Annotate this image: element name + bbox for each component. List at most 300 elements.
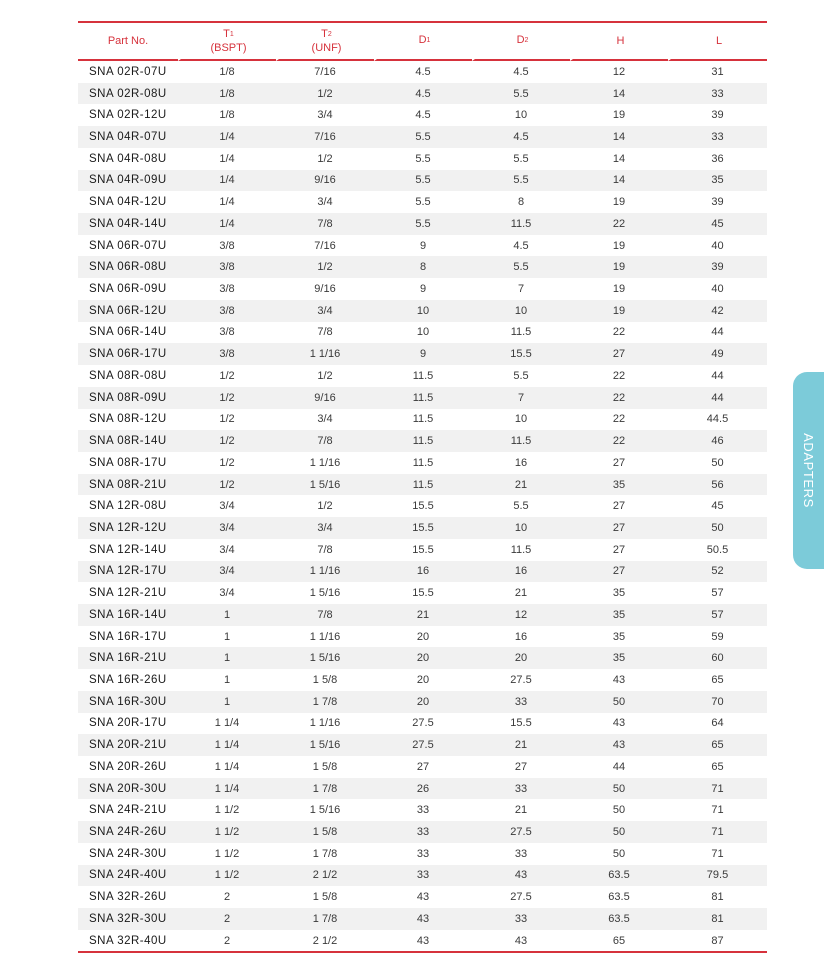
cell-h: 50 xyxy=(570,691,668,713)
cell-t1: 2 xyxy=(223,891,231,904)
table-row xyxy=(78,799,767,821)
cell-d2: 4.5 xyxy=(513,239,529,252)
cell-l: 44 xyxy=(711,326,724,339)
cell-d1: 16 xyxy=(374,561,472,583)
cell-t2: 3/4 xyxy=(276,300,374,322)
cell-h: 50 xyxy=(612,804,626,817)
cell-part-no: SNA 04R-14U xyxy=(78,213,178,235)
table-row xyxy=(78,170,767,192)
cell-t1: 1/8 xyxy=(178,83,276,105)
cell-t2: 3/4 xyxy=(276,517,374,539)
cell-d1: 20 xyxy=(374,647,472,669)
cell-d1: 33 xyxy=(374,821,472,843)
cell-d1: 11.5 xyxy=(412,369,434,382)
cell-d2: 15.5 xyxy=(510,717,532,730)
cell-t1: 2 xyxy=(223,934,231,947)
cell-h: 19 xyxy=(612,283,626,296)
cell-d2: 4.5 xyxy=(472,126,570,148)
cell-d1: 26 xyxy=(374,778,472,800)
col-header-h: H xyxy=(570,23,668,61)
section-side-tab[interactable] xyxy=(793,372,824,569)
cell-d1: 11.5 xyxy=(412,456,434,469)
cell-l: 44 xyxy=(668,387,767,409)
cell-part-no: SNA 06R-14U xyxy=(89,326,167,339)
cell-l: 81 xyxy=(711,891,724,904)
cell-t2: 3/4 xyxy=(317,109,333,122)
cell-l: 81 xyxy=(668,908,767,930)
cell-part-no: SNA 08R-14U xyxy=(78,430,178,452)
cell-l: 59 xyxy=(711,630,724,643)
cell-d2: 11.5 xyxy=(510,326,532,339)
table-row xyxy=(78,213,767,235)
cell-d1: 43 xyxy=(416,891,430,904)
cell-t1: 1 xyxy=(178,604,276,626)
cell-h: 19 xyxy=(612,196,626,209)
cell-t2: 9/16 xyxy=(276,170,374,192)
cell-part-no: SNA 12R-21U xyxy=(89,587,167,600)
cell-l: 56 xyxy=(668,474,767,496)
cell-t1: 1 xyxy=(178,647,276,669)
cell-d2: 5.5 xyxy=(472,83,570,105)
table-row xyxy=(78,908,767,930)
cell-h: 35 xyxy=(612,630,626,643)
cell-d1: 15.5 xyxy=(374,517,472,539)
cell-part-no: SNA 12R-17U xyxy=(78,561,178,583)
cell-t1: 2 xyxy=(178,908,276,930)
cell-d2: 21 xyxy=(472,474,570,496)
cell-l: 87 xyxy=(711,934,724,947)
cell-t2: 7/8 xyxy=(276,430,374,452)
cell-part-no: SNA 12R-14U xyxy=(89,543,167,556)
cell-d2: 5.5 xyxy=(513,152,529,165)
cell-d2: 10 xyxy=(472,300,570,322)
table-row xyxy=(78,691,767,713)
cell-part-no: SNA 08R-17U xyxy=(89,456,167,469)
cell-t1: 1 1/4 xyxy=(214,717,240,730)
cell-d1: 5.5 xyxy=(415,196,431,209)
cell-t2: 1 1/16 xyxy=(309,456,341,469)
table-row xyxy=(78,322,767,344)
cell-d2: 27 xyxy=(514,760,528,773)
cell-l: 71 xyxy=(668,778,767,800)
cell-t2: 1 1/16 xyxy=(309,717,341,730)
cell-part-no: SNA 24R-30U xyxy=(89,847,167,860)
cell-h: 43 xyxy=(570,734,668,756)
cell-t2: 7/16 xyxy=(314,239,336,252)
cell-d2: 43 xyxy=(472,865,570,887)
cell-h: 50 xyxy=(570,778,668,800)
cell-h: 35 xyxy=(612,587,626,600)
cell-l: 57 xyxy=(711,587,724,600)
cell-l: 71 xyxy=(711,847,724,860)
cell-h: 19 xyxy=(612,109,626,122)
cell-t1: 3/8 xyxy=(219,283,235,296)
cell-t2: 1 5/8 xyxy=(312,891,338,904)
cell-d1: 33 xyxy=(416,847,430,860)
cell-t2: 1 7/8 xyxy=(276,691,374,713)
cell-part-no: SNA 06R-12U xyxy=(78,300,178,322)
cell-t1: 3/8 xyxy=(178,256,276,278)
cell-d1: 8 xyxy=(374,256,472,278)
cell-d2: 12 xyxy=(472,604,570,626)
table-row xyxy=(78,365,767,387)
cell-part-no: SNA 16R-30U xyxy=(78,691,178,713)
table-row xyxy=(78,235,767,257)
table-row xyxy=(78,930,767,952)
cell-part-no: SNA 06R-07U xyxy=(89,239,167,252)
cell-part-no: SNA 32R-40U xyxy=(89,934,167,947)
cell-l: 46 xyxy=(668,430,767,452)
cell-t1: 1 xyxy=(223,673,231,686)
cell-h: 27 xyxy=(570,517,668,539)
cell-d2: 7 xyxy=(472,387,570,409)
table-row xyxy=(78,452,767,474)
cell-t1: 3/4 xyxy=(178,561,276,583)
cell-part-no: SNA 04R-07U xyxy=(78,126,178,148)
cell-t2: 7/8 xyxy=(276,604,374,626)
cell-part-no: SNA 20R-26U xyxy=(89,760,167,773)
cell-d1: 20 xyxy=(416,673,430,686)
cell-d1: 11.5 xyxy=(412,413,434,426)
cell-t1: 1 1/4 xyxy=(178,778,276,800)
table-row xyxy=(78,495,767,517)
table-row xyxy=(78,300,767,322)
cell-l: 65 xyxy=(711,673,724,686)
cell-d2: 20 xyxy=(472,647,570,669)
cell-t2: 1 7/8 xyxy=(312,847,338,860)
cell-d1: 11.5 xyxy=(374,430,472,452)
table-row xyxy=(78,865,767,887)
col-header-part-no: Part No. xyxy=(78,23,178,61)
cell-t1: 1 1/2 xyxy=(178,865,276,887)
cell-part-no: SNA 12R-12U xyxy=(78,517,178,539)
table-row xyxy=(78,626,767,648)
cell-l: 49 xyxy=(668,343,767,365)
cell-t1: 1/2 xyxy=(178,430,276,452)
cell-l: 40 xyxy=(711,239,724,252)
cell-h: 35 xyxy=(570,474,668,496)
cell-l: 65 xyxy=(668,734,767,756)
cell-h: 44 xyxy=(612,760,626,773)
cell-h: 27 xyxy=(612,543,626,556)
cell-h: 12 xyxy=(612,65,626,78)
cell-d1: 33 xyxy=(416,804,430,817)
cell-d1: 33 xyxy=(374,865,472,887)
cell-t1: 1 1/4 xyxy=(214,760,240,773)
table-row xyxy=(78,713,767,735)
cell-d1: 15.5 xyxy=(412,500,434,513)
cell-part-no: SNA 24R-40U xyxy=(78,865,178,887)
cell-l: 40 xyxy=(711,283,724,296)
cell-t2: 1/2 xyxy=(276,256,374,278)
cell-l: 70 xyxy=(668,691,767,713)
cell-t2: 1 1/16 xyxy=(309,630,341,643)
cell-part-no: SNA 04R-12U xyxy=(89,196,167,209)
cell-t2: 1/2 xyxy=(317,152,333,165)
cell-d2: 33 xyxy=(514,847,528,860)
cell-part-no: SNA 08R-09U xyxy=(78,387,178,409)
cell-t1: 3/8 xyxy=(178,300,276,322)
cell-d1: 4.5 xyxy=(374,83,472,105)
table-row xyxy=(78,343,767,365)
cell-t2: 1 5/8 xyxy=(312,673,338,686)
cell-h: 50 xyxy=(612,847,626,860)
table-row xyxy=(78,126,767,148)
cell-d1: 43 xyxy=(374,908,472,930)
col-header-t2: $T_2$ (UNF) xyxy=(276,23,374,61)
cell-d1: 5.5 xyxy=(374,170,472,192)
cell-l: 79.5 xyxy=(668,865,767,887)
table-row xyxy=(78,517,767,539)
table-row xyxy=(78,582,767,604)
cell-h: 50 xyxy=(570,821,668,843)
adapter-spec-table-container xyxy=(78,21,767,953)
cell-t1: 3/4 xyxy=(219,543,235,556)
cell-h: 63.5 xyxy=(570,865,668,887)
cell-h: 22 xyxy=(612,413,626,426)
cell-h: 14 xyxy=(612,152,626,165)
cell-t2: 1/2 xyxy=(317,369,333,382)
cell-t2: 1/2 xyxy=(276,83,374,105)
cell-h: 27 xyxy=(612,456,626,469)
cell-h: 35 xyxy=(570,647,668,669)
table-row xyxy=(78,821,767,843)
cell-h: 14 xyxy=(570,83,668,105)
cell-t2: 2 1/2 xyxy=(276,865,374,887)
cell-d1: 10 xyxy=(416,326,430,339)
cell-d2: 5.5 xyxy=(513,500,529,513)
cell-d2: 5.5 xyxy=(513,369,529,382)
cell-d2: 11.5 xyxy=(510,543,532,556)
cell-d2: 43 xyxy=(514,934,528,947)
cell-t2: 2 1/2 xyxy=(312,934,338,947)
table-bottom-rule xyxy=(78,951,767,953)
cell-d2: 11.5 xyxy=(472,430,570,452)
table-row xyxy=(78,104,767,126)
cell-t2: 7/8 xyxy=(317,543,333,556)
cell-t1: 1 xyxy=(223,630,231,643)
cell-t2: 1 5/16 xyxy=(276,474,374,496)
cell-l: 71 xyxy=(668,821,767,843)
cell-h: 14 xyxy=(570,170,668,192)
cell-t2: 1 5/16 xyxy=(276,647,374,669)
cell-part-no: SNA 32R-26U xyxy=(89,891,167,904)
cell-h: 22 xyxy=(570,387,668,409)
cell-part-no: SNA 20R-30U xyxy=(78,778,178,800)
cell-d1: 9 xyxy=(374,343,472,365)
cell-h: 63.5 xyxy=(608,891,630,904)
cell-l: 57 xyxy=(668,604,767,626)
cell-part-no: SNA 04R-08U xyxy=(89,152,167,165)
table-row xyxy=(78,191,767,213)
table-row xyxy=(78,604,767,626)
cell-d1: 27.5 xyxy=(412,717,434,730)
cell-part-no: SNA 32R-30U xyxy=(78,908,178,930)
cell-d1: 9 xyxy=(419,239,427,252)
cell-d1: 4.5 xyxy=(415,65,431,78)
table-row xyxy=(78,778,767,800)
table-row xyxy=(78,734,767,756)
cell-part-no: SNA 16R-14U xyxy=(78,604,178,626)
cell-part-no: SNA 24R-26U xyxy=(78,821,178,843)
cell-t1: 1 1/4 xyxy=(178,734,276,756)
table-body xyxy=(78,61,767,951)
cell-d2: 10 xyxy=(514,413,528,426)
cell-d1: 4.5 xyxy=(415,109,431,122)
cell-d1: 21 xyxy=(374,604,472,626)
table-row xyxy=(78,669,767,691)
cell-l: 50 xyxy=(668,517,767,539)
cell-t1: 1/2 xyxy=(178,474,276,496)
cell-d1: 10 xyxy=(374,300,472,322)
cell-l: 36 xyxy=(711,152,724,165)
cell-d1: 20 xyxy=(416,630,430,643)
cell-d1: 11.5 xyxy=(374,387,472,409)
cell-h: 14 xyxy=(570,126,668,148)
table-row xyxy=(78,843,767,865)
cell-d2: 33 xyxy=(472,908,570,930)
cell-l: 45 xyxy=(668,213,767,235)
cell-t1: 3/8 xyxy=(219,239,235,252)
cell-d2: 11.5 xyxy=(472,213,570,235)
cell-l: 33 xyxy=(668,83,767,105)
table-row xyxy=(78,561,767,583)
cell-t1: 1/8 xyxy=(219,109,235,122)
cell-d1: 27.5 xyxy=(374,734,472,756)
cell-d2: 27.5 xyxy=(472,821,570,843)
cell-part-no: SNA 06R-17U xyxy=(78,343,178,365)
cell-l: 60 xyxy=(668,647,767,669)
cell-part-no: SNA 20R-21U xyxy=(78,734,178,756)
cell-part-no: SNA 02R-12U xyxy=(89,109,167,122)
cell-t1: 1/4 xyxy=(178,170,276,192)
cell-l: 50.5 xyxy=(706,543,729,556)
cell-l: 52 xyxy=(668,561,767,583)
cell-t1: 1/4 xyxy=(219,196,235,209)
cell-part-no: SNA 12R-08U xyxy=(89,500,167,513)
cell-d2: 33 xyxy=(472,691,570,713)
table-row xyxy=(78,539,767,561)
cell-h: 35 xyxy=(570,604,668,626)
cell-t1: 1/2 xyxy=(219,456,235,469)
cell-l: 42 xyxy=(668,300,767,322)
cell-t2: 7/8 xyxy=(317,326,333,339)
cell-h: 63.5 xyxy=(570,908,668,930)
cell-part-no: SNA 06R-09U xyxy=(89,283,167,296)
cell-d2: 7 xyxy=(517,283,525,296)
cell-t1: 1/2 xyxy=(178,387,276,409)
cell-d2: 5.5 xyxy=(472,170,570,192)
table-header xyxy=(78,23,767,61)
cell-h: 22 xyxy=(612,326,626,339)
cell-d1: 27 xyxy=(416,760,430,773)
cell-t1: 1/4 xyxy=(178,126,276,148)
cell-d1: 5.5 xyxy=(374,213,472,235)
cell-t1: 1 1/2 xyxy=(178,821,276,843)
cell-h: 22 xyxy=(612,369,626,382)
cell-t2: 7/16 xyxy=(314,65,336,78)
cell-t2: 1 7/8 xyxy=(276,908,374,930)
cell-h: 27 xyxy=(612,500,626,513)
cell-d1: 5.5 xyxy=(374,126,472,148)
cell-t2: 1 5/8 xyxy=(276,821,374,843)
cell-t2: 1 5/8 xyxy=(312,760,338,773)
cell-part-no: SNA 02R-07U xyxy=(89,65,167,78)
cell-l: 71 xyxy=(711,804,724,817)
cell-l: 33 xyxy=(668,126,767,148)
cell-l: 44.5 xyxy=(706,413,729,426)
cell-t1: 1/8 xyxy=(219,65,235,78)
cell-t1: 1/4 xyxy=(178,213,276,235)
cell-l: 31 xyxy=(711,65,724,78)
cell-l: 35 xyxy=(668,170,767,192)
cell-d2: 10 xyxy=(514,109,528,122)
cell-part-no: SNA 16R-21U xyxy=(78,647,178,669)
cell-d2: 10 xyxy=(472,517,570,539)
cell-t1: 1 xyxy=(178,691,276,713)
table-row xyxy=(78,148,767,170)
cell-d2: 16 xyxy=(514,630,528,643)
cell-part-no: SNA 02R-08U xyxy=(78,83,178,105)
cell-d2: 27.5 xyxy=(510,673,532,686)
cell-t1: 1 1/2 xyxy=(214,804,240,817)
cell-l: 44 xyxy=(711,369,724,382)
cell-d2: 27.5 xyxy=(510,891,532,904)
side-tab-label: ADAPTERS xyxy=(801,433,816,508)
cell-d2: 8 xyxy=(517,196,525,209)
cell-h: 19 xyxy=(570,300,668,322)
cell-h: 19 xyxy=(570,256,668,278)
cell-d2: 15.5 xyxy=(472,343,570,365)
cell-h: 19 xyxy=(612,239,626,252)
cell-t1: 1/2 xyxy=(219,413,235,426)
cell-t2: 9/16 xyxy=(276,387,374,409)
cell-h: 22 xyxy=(570,430,668,452)
cell-d2: 16 xyxy=(472,561,570,583)
cell-h: 22 xyxy=(570,213,668,235)
cell-part-no: SNA 08R-12U xyxy=(89,413,167,426)
cell-t1: 3/8 xyxy=(219,326,235,339)
cell-d2: 5.5 xyxy=(472,256,570,278)
cell-t2: 1 5/16 xyxy=(309,587,341,600)
col-header-d2: $D_2$ xyxy=(472,23,570,61)
cell-t1: 1 1/2 xyxy=(214,847,240,860)
cell-h: 27 xyxy=(570,343,668,365)
cell-t1: 3/4 xyxy=(178,517,276,539)
cell-l: 45 xyxy=(711,500,724,513)
cell-t1: 3/4 xyxy=(219,587,235,600)
cell-t2: 1 5/16 xyxy=(276,734,374,756)
cell-l: 50 xyxy=(711,456,724,469)
table-row xyxy=(78,278,767,300)
cell-d1: 9 xyxy=(419,283,427,296)
cell-h: 27 xyxy=(570,561,668,583)
table-row xyxy=(78,647,767,669)
cell-t2: 3/4 xyxy=(317,413,333,426)
cell-t2: 1/2 xyxy=(317,500,333,513)
table-row xyxy=(78,387,767,409)
cell-t1: 3/8 xyxy=(178,343,276,365)
cell-l: 39 xyxy=(711,109,724,122)
cell-t2: 9/16 xyxy=(314,283,336,296)
cell-t2: 1 1/16 xyxy=(276,561,374,583)
cell-t1: 1/2 xyxy=(219,369,235,382)
cell-part-no: SNA 16R-17U xyxy=(89,630,167,643)
cell-l: 65 xyxy=(711,760,724,773)
table-row xyxy=(78,61,767,83)
adapter-spec-table xyxy=(78,23,767,951)
cell-d1: 43 xyxy=(416,934,430,947)
